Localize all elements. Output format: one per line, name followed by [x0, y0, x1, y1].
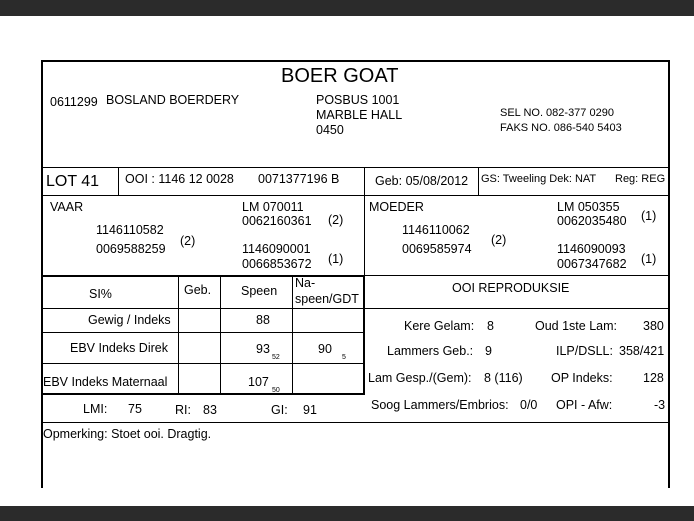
ebv-direct-naspeen-accuracy: 5 [342, 354, 346, 361]
sire-count: (2) [180, 234, 196, 248]
op-value: 128 [643, 371, 664, 385]
soog-value: 0/0 [520, 398, 538, 412]
oud-label: Oud 1ste Lam: [535, 319, 617, 333]
ebv-direct-speen-value: 93 [256, 342, 270, 356]
divider [363, 275, 365, 395]
naspeen-header-line-1: Na- [295, 276, 316, 290]
row-label-ebv-maternal: EBV Indeks Maternaal [43, 375, 168, 389]
dam-count: (2) [491, 233, 507, 247]
ri-value: 83 [203, 403, 217, 417]
birth-date: Geb: 05/08/2012 [375, 174, 469, 188]
address-line-1: POSBUS 1001 [316, 93, 400, 107]
divider [41, 308, 670, 309]
ebv-maternal-speen-accuracy: 50 [272, 387, 280, 394]
divider [364, 195, 365, 276]
dam-dam-id-1: 1146090093 [557, 242, 626, 256]
dam-label: MOEDER [369, 200, 424, 214]
sire-id-2: 0069588259 [96, 242, 166, 256]
ooi-number: OOI : 1146 12 0028 [125, 172, 234, 186]
divider [41, 393, 364, 395]
ebv-direct-naspeen-value: 90 [318, 342, 332, 356]
bottom-frame-bar [0, 506, 694, 521]
gi-value: 91 [303, 403, 317, 417]
lammers-value: 9 [485, 344, 492, 358]
sire-dam-count: (1) [328, 252, 344, 266]
weight-speen-value: 88 [256, 313, 270, 327]
divider [220, 275, 221, 393]
address-line-3: 0450 [316, 123, 344, 137]
sire-dam-id-2: 0066853672 [242, 257, 312, 271]
naspeen-header-line-2: speen/GDT [295, 292, 359, 306]
soog-label: Soog Lammers/Embrios: [371, 398, 509, 412]
opi-label: OPI - Afw: [556, 398, 613, 412]
gi-label: GI: [271, 403, 288, 417]
dam-id-1: 1146110062 [402, 223, 470, 237]
sire-dam-id-1: 1146090001 [242, 242, 311, 256]
divider [364, 167, 365, 195]
sire-label: VAAR [50, 200, 84, 214]
sire-sire-count: (2) [328, 213, 344, 227]
oud-value: 380 [643, 319, 664, 333]
birth-status: GS: Tweeling Dek: NAT [481, 173, 597, 185]
row-label-weight: Gewig / Indeks [88, 313, 171, 327]
divider [478, 167, 479, 195]
divider [41, 332, 364, 333]
divider [41, 422, 670, 423]
ebv-direct-speen-accuracy: 52 [272, 354, 280, 361]
sire-sire-id: 0062160361 [242, 214, 312, 228]
op-label: OP Indeks: [551, 371, 613, 385]
dam-sire-count: (1) [641, 209, 657, 223]
row-label-ebv-direct: EBV Indeks Direk [70, 341, 168, 355]
dam-dam-id-2: 0067347682 [557, 257, 627, 271]
registration: Reg: REG [615, 173, 666, 185]
sire-sire-lm: LM 070011 [242, 200, 304, 214]
divider [118, 167, 119, 195]
kere-label: Kere Gelam: [404, 319, 475, 333]
lmi-value: 75 [128, 402, 142, 416]
dam-sire-id: 0062035480 [557, 214, 627, 228]
dam-dam-count: (1) [641, 252, 657, 266]
si-header: SI% [89, 287, 112, 301]
sire-id-1: 1146110582 [96, 223, 164, 237]
divider [364, 275, 670, 276]
ilp-value: 358/421 [619, 344, 665, 358]
breeder-id: 0611299 [50, 95, 98, 109]
divider [178, 275, 179, 393]
geb-header: Geb. [184, 283, 212, 297]
animal-id: 0071377196 B [258, 172, 340, 186]
kere-value: 8 [487, 319, 494, 333]
fax-number: FAKS NO. 086-540 5403 [500, 122, 622, 134]
lmi-label: LMI: [83, 402, 108, 416]
speen-header: Speen [241, 284, 278, 298]
farm-name: BOSLAND BOERDERY [106, 93, 240, 107]
divider [41, 195, 670, 196]
address-line-2: MARBLE HALL [316, 108, 403, 122]
repro-title: OOI REPRODUKSIE [452, 281, 570, 295]
phone-number: SEL NO. 082-377 0290 [500, 107, 614, 119]
lot-number: LOT 41 [46, 173, 100, 190]
dam-id-2: 0069585974 [402, 242, 472, 256]
divider [292, 275, 293, 393]
divider [41, 167, 670, 168]
gesp-value: 8 (116) [484, 371, 523, 385]
divider [41, 363, 364, 364]
ebv-maternal-speen-value: 107 [248, 375, 269, 389]
divider [41, 275, 364, 277]
gesp-label: Lam Gesp./(Gem): [368, 371, 472, 385]
dam-sire-lm: LM 050355 [557, 200, 620, 214]
remarks: Opmerking: Stoet ooi. Dragtig. [43, 427, 212, 441]
card-title: BOER GOAT [281, 65, 399, 87]
opi-value: -3 [654, 398, 666, 412]
ilp-label: ILP/DSLL: [556, 344, 613, 358]
lammers-label: Lammers Geb.: [387, 344, 474, 358]
ri-label: RI: [175, 403, 191, 417]
top-frame-bar [0, 0, 694, 16]
